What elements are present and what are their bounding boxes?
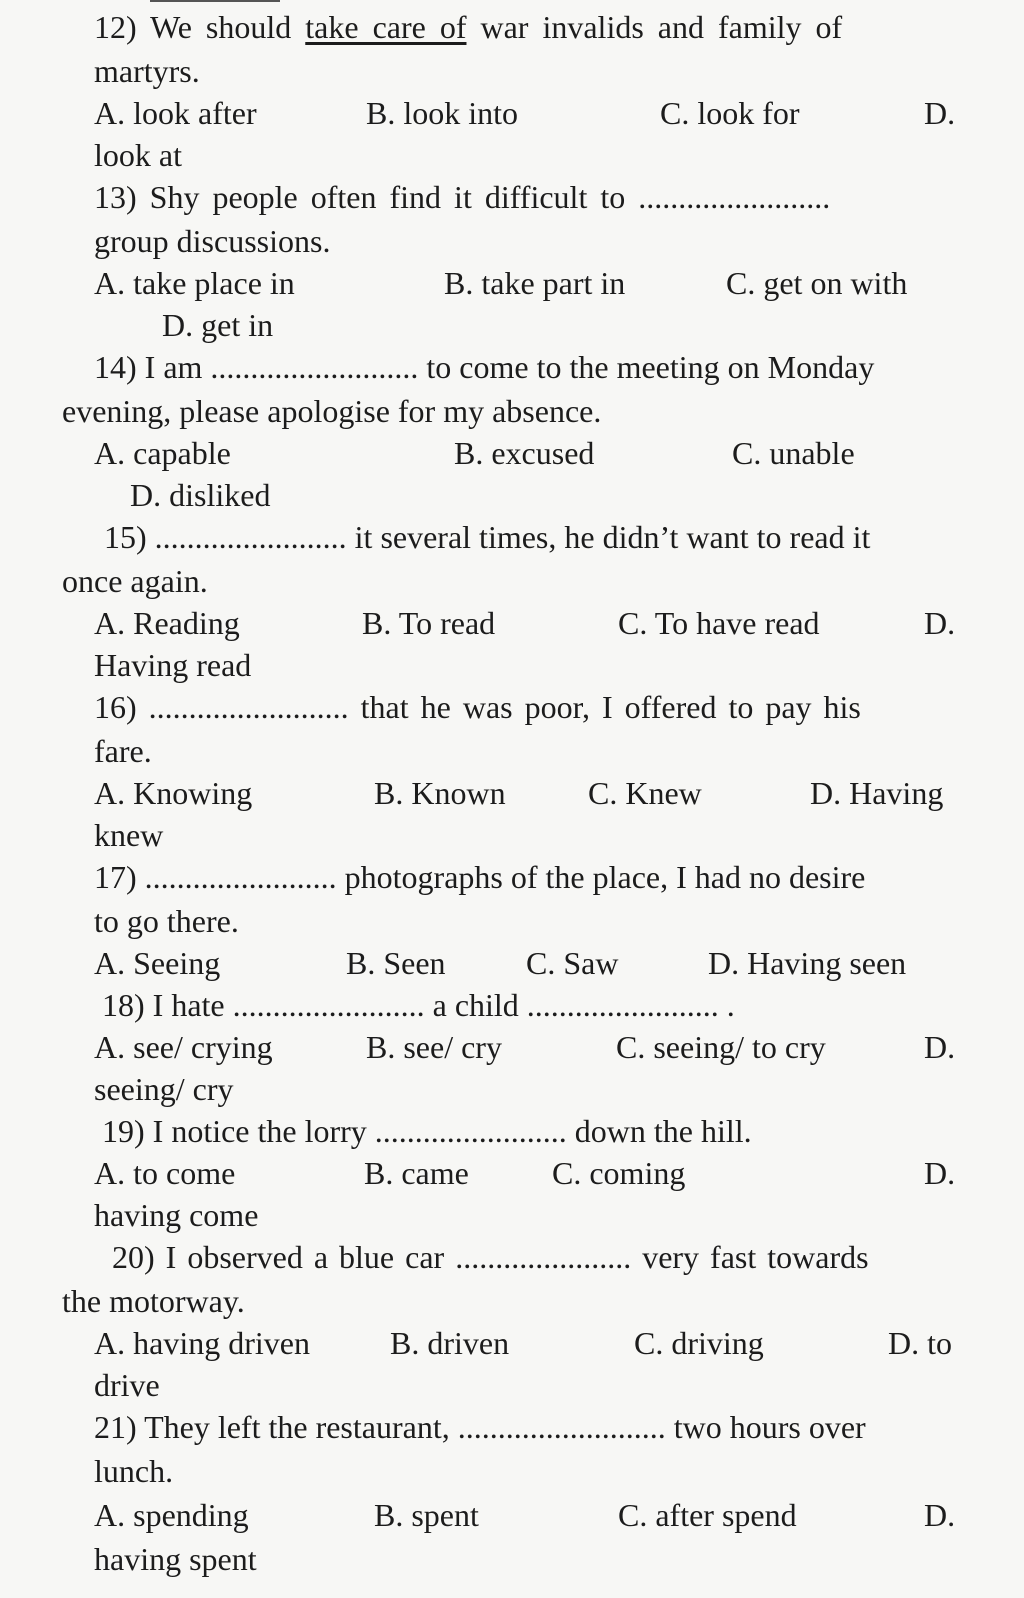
question-21-option-b: B. spent [374, 1497, 479, 1533]
question-14-line-2: evening, please apologise for my absence. [62, 393, 602, 429]
question-16-option-d-cont: knew [94, 817, 164, 853]
question-15-option-a: A. Reading [94, 605, 240, 641]
question-14-option-a: A. capable [94, 435, 231, 471]
question-20-option-d-cont: drive [94, 1367, 160, 1403]
question-12-option-d-label: D. [924, 95, 956, 131]
question-21-line-2: lunch. [94, 1453, 174, 1489]
question-15-line-2: once again. [62, 563, 208, 599]
question-15-option-d-label: D. [924, 605, 956, 641]
question-13-option-d: D. get in [162, 307, 274, 343]
question-12-option-d-text: look at [94, 137, 182, 173]
question-21-option-d-label: D. [924, 1497, 956, 1533]
question-20-option-c: C. driving [634, 1325, 764, 1361]
question-13-line-2: group discussions. [94, 223, 331, 259]
question-17-line-2: to go there. [94, 903, 239, 939]
question-17-option-b: B. Seen [346, 945, 446, 981]
question-16-line-2: fare. [94, 733, 152, 769]
question-12-option-c: C. look for [660, 95, 800, 131]
question-12-option-a: A. look after [94, 95, 257, 131]
question-15-line-1: 15) ........................ it several times, he didn’t want to read it [104, 519, 871, 555]
question-21-option-c: C. after spend [618, 1497, 797, 1533]
question-20-line-2: the motorway. [62, 1283, 245, 1319]
question-12-line-2: martyrs. [94, 53, 200, 89]
underlined-phrase: take care of [305, 9, 467, 45]
question-21-option-d-text: having spent [94, 1541, 257, 1577]
question-13-line-1: 13) Shy people often find it difficult to ........................ [94, 179, 831, 215]
question-14-line-1: 14) I am .......................... to come to the meeting on Monday [94, 349, 875, 385]
question-16-option-a: A. Knowing [94, 775, 253, 811]
question-18-option-a: A. see/ crying [94, 1029, 273, 1065]
question-14-option-c: C. unable [732, 435, 855, 471]
question-16-option-d: D. Having [810, 775, 944, 811]
question-19-option-d-label: D. [924, 1155, 956, 1191]
question-20-option-a: A. having driven [94, 1325, 310, 1361]
question-16-option-b: B. Known [374, 775, 506, 811]
question-12-line-1: 12) We should take care of war invalids and family of [94, 9, 843, 45]
question-18-option-b: B. see/ cry [366, 1029, 502, 1065]
question-16-line-1: 16) ......................... that he was poor, I offered to pay his [94, 689, 861, 725]
question-19-option-a: A. to come [94, 1155, 236, 1191]
question-14-option-b: B. excused [454, 435, 595, 471]
question-18-line-1: 18) I hate ........................ a child ........................ . [102, 987, 735, 1023]
question-21-option-a: A. spending [94, 1497, 249, 1533]
question-13-option-a: A. take place in [94, 265, 295, 301]
question-20-line-1: 20) I observed a blue car ...................... very fast towards [112, 1239, 869, 1275]
question-19-option-d-text: having come [94, 1197, 259, 1233]
question-18-option-c: C. seeing/ to cry [616, 1029, 826, 1065]
question-12-option-b: B. look into [366, 95, 519, 131]
question-15-option-c: C. To have read [618, 605, 820, 641]
question-19-option-c: C. coming [552, 1155, 686, 1191]
question-17-line-1: 17) ........................ photographs of the place, I had no desire [94, 859, 866, 895]
question-15-option-d-text: Having read [94, 647, 252, 683]
question-17-option-d: D. Having seen [708, 945, 907, 981]
question-20-option-d: D. to [888, 1325, 952, 1361]
question-15-option-b: B. To read [362, 605, 496, 641]
question-19-option-b: B. came [364, 1155, 469, 1191]
question-16-option-c: C. Knew [588, 775, 702, 811]
question-17-option-a: A. Seeing [94, 945, 221, 981]
question-19-line-1: 19) I notice the lorry ........................ down the hill. [102, 1113, 752, 1149]
question-14-option-d: D. disliked [130, 477, 271, 513]
question-21-line-1: 21) They left the restaurant, .......................... two hours over [94, 1409, 866, 1445]
question-20-option-b: B. driven [390, 1325, 510, 1361]
question-13-option-c: C. get on with [726, 265, 908, 301]
top-rule-fragment [150, 0, 280, 5]
question-18-option-d-label: D. [924, 1029, 956, 1065]
question-17-option-c: C. Saw [526, 945, 619, 981]
question-13-option-b: B. take part in [444, 265, 626, 301]
question-18-option-d-text: seeing/ cry [94, 1071, 234, 1107]
